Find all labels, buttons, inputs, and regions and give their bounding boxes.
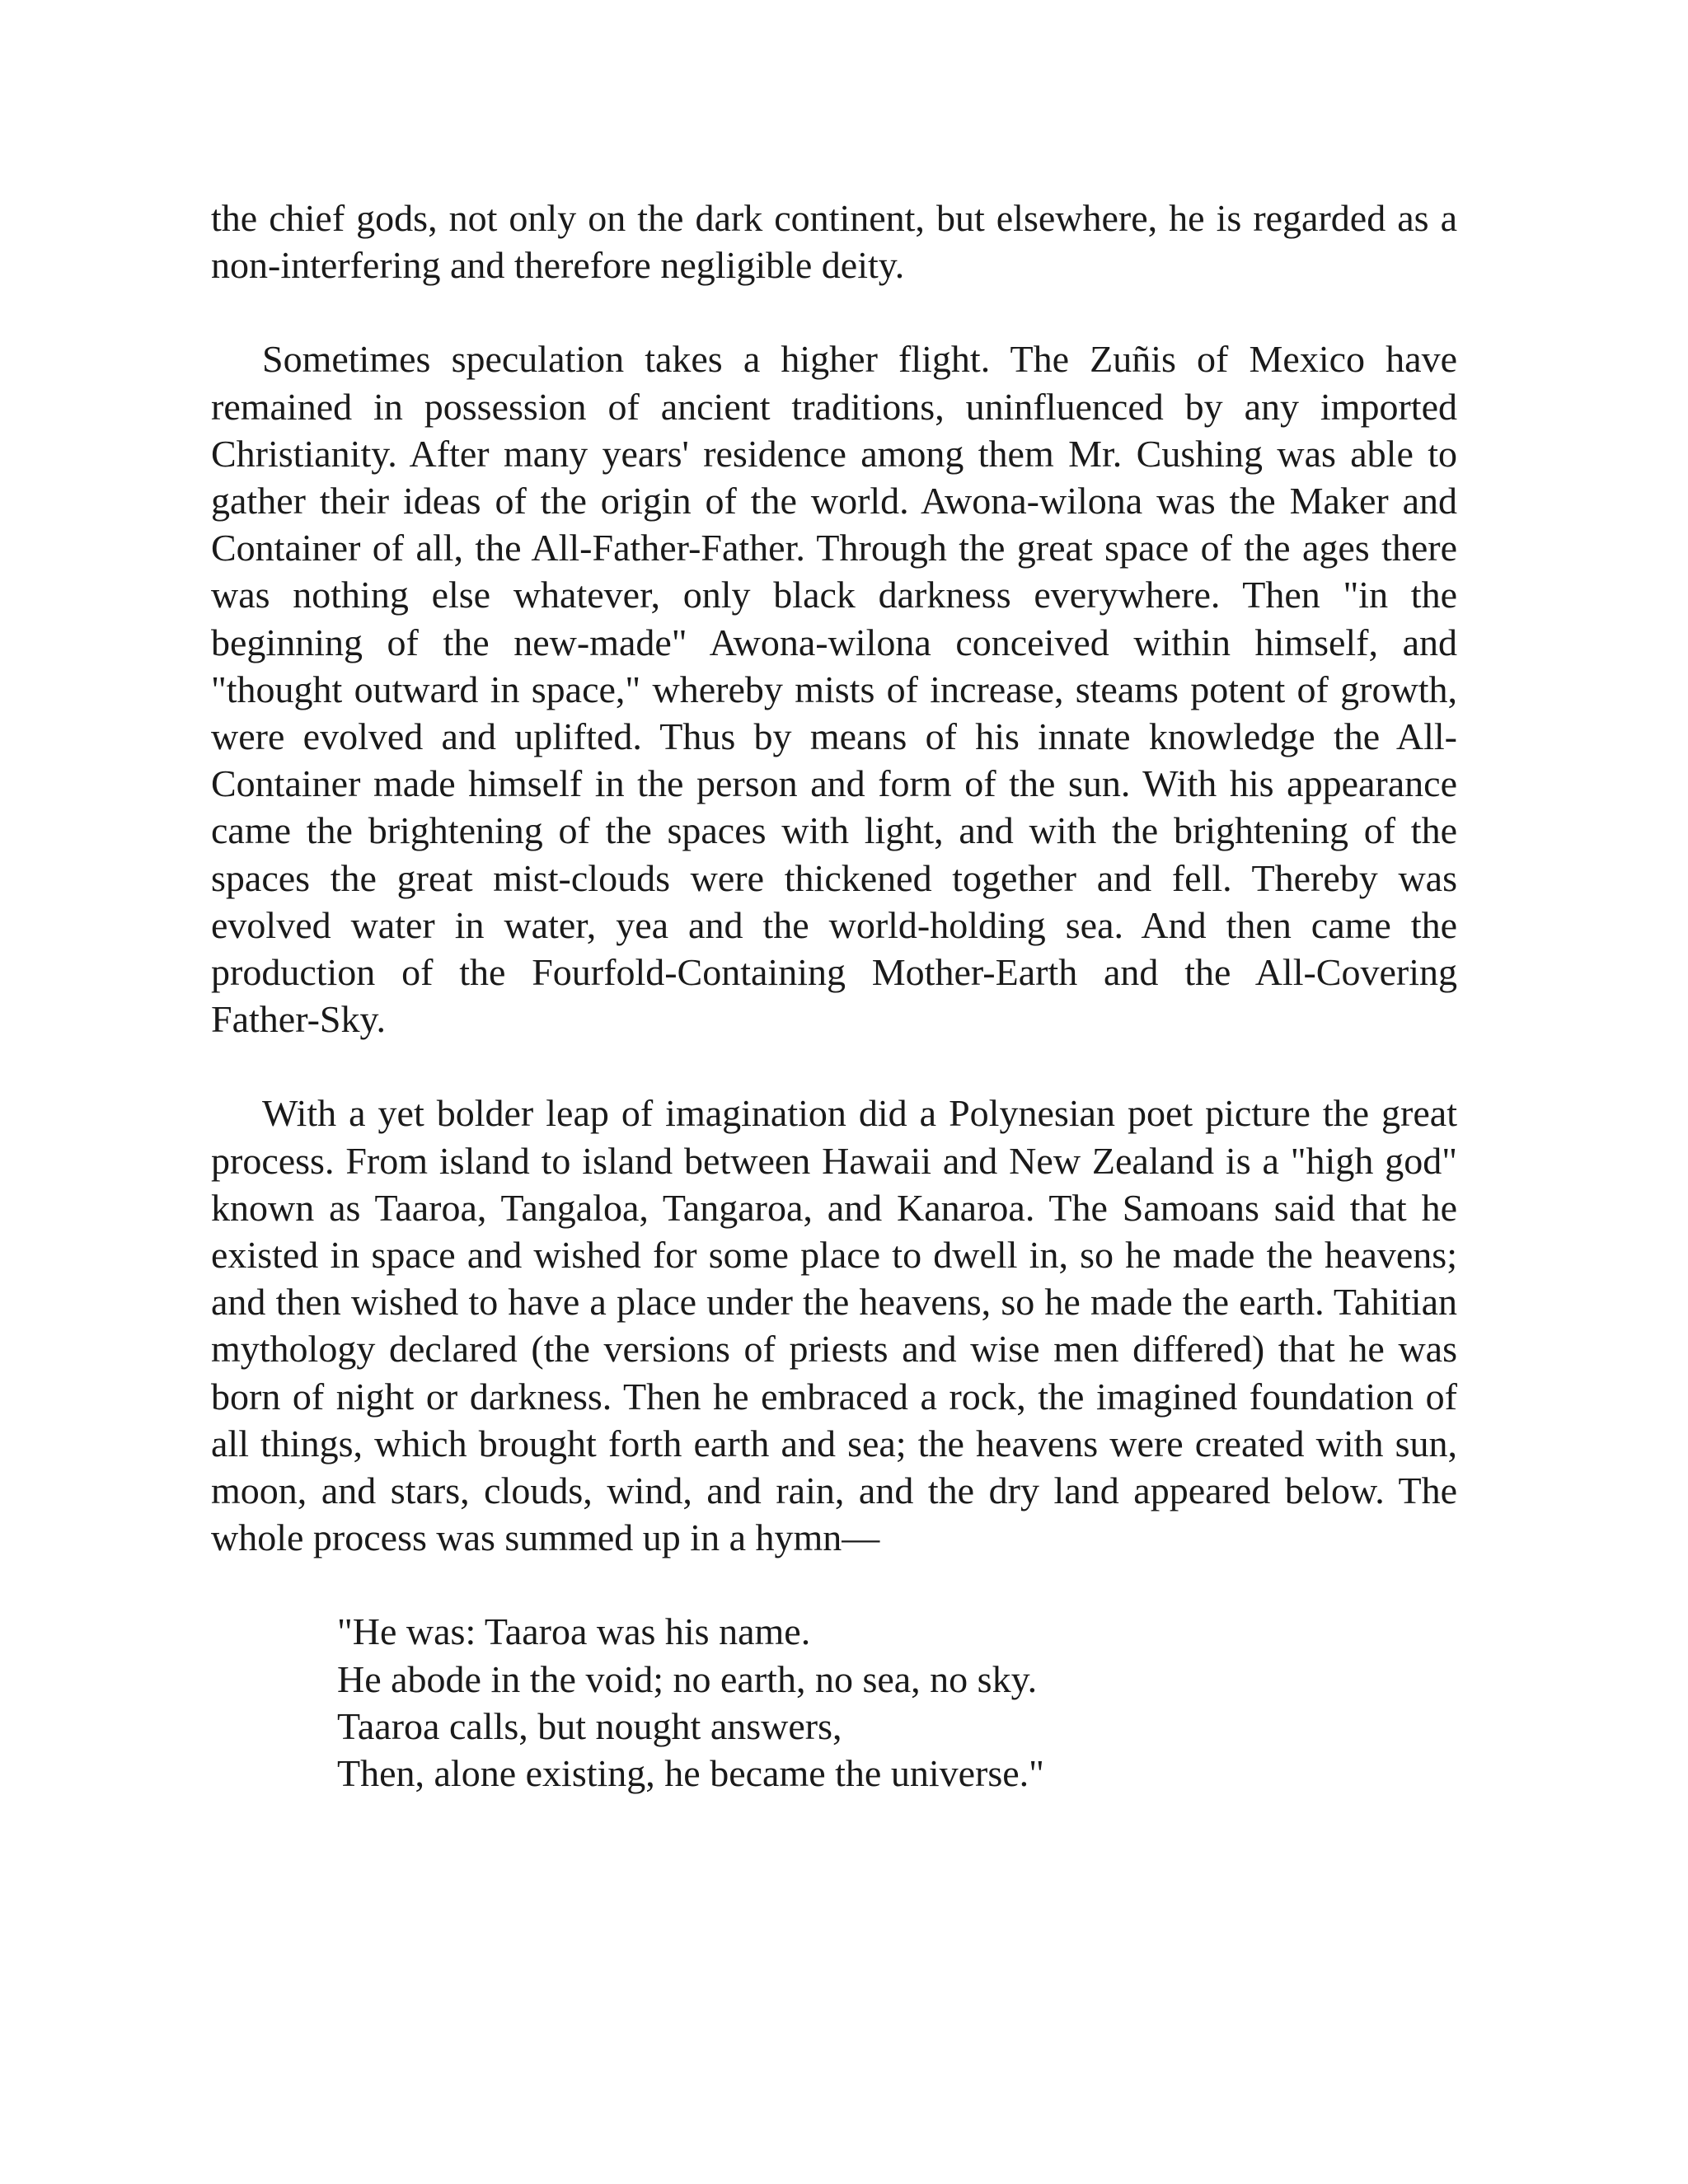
paragraph-continuation: the chief gods, not only on the dark continent, but elsewhere, he is regarded as a non-interfering and therefore negligible deity. — [211, 197, 1457, 287]
verse-line: Taaroa calls, but nought answers, — [337, 1704, 842, 1747]
hymn-verse — [337, 1608, 1457, 1797]
verse-line: "He was: Taaroa was his name. — [337, 1610, 811, 1653]
document-page — [211, 194, 1457, 1797]
verse-line: He abode in the void; no earth, no sea, no sky. — [337, 1657, 1038, 1700]
paragraph-polynesian-creation: With a yet bolder leap of imagination did a Polynesian poet picture the great process. From island to island between Hawaii and New Zealand is a "high god" known as Taaroa, Tangaloa, Tangaroa, and Kanaroa. The Samoans said that he existed in space and wished for some place to dwell in, so he made the heavens; and then wished to have a place under the heavens, so he made the earth. Tahitian mythology declared (the versions of priests and wise men differed) that he was born of night or darkness. Then he embraced a rock, the imagined foundation of all things, which brought forth earth and sea; the heavens were created with sun, moon, and stars, clouds, wind, and rain, and the dry land appeared below. The whole process was summed up in a hymn— — [211, 1092, 1457, 1559]
paragraph-zuni-creation: Sometimes speculation takes a higher flight. The Zuñis of Mexico have remained in possession of ancient traditions, uninfluenced by any imported Christianity. After many years' residence among them Mr. Cushing was able to gather their ideas of the origin of the world. Awona-wilona was the Maker and Container of all, the All-Father-Father. Through the great space of the ages there was nothing else whatever, only black darkness everywhere. Then "in the beginning of the new-made" Awona-wilona conceived within himself, and "thought outward in space," whereby mists of increase, steams potent of growth, were evolved and uplifted. Thus by means of his innate knowledge the All-Container made himself in the person and form of the sun. With his appearance came the brightening of the spaces with light, and with the brightening of the spaces the great mist-clouds were thickened together and fell. Thereby was evolved water in water, yea and the world-holding sea. And then came the production of the Fourfold-Containing Mother-Earth and the All-Covering Father-Sky. — [211, 338, 1457, 1041]
verse-line: Then, alone existing, he became the universe." — [337, 1752, 1044, 1795]
